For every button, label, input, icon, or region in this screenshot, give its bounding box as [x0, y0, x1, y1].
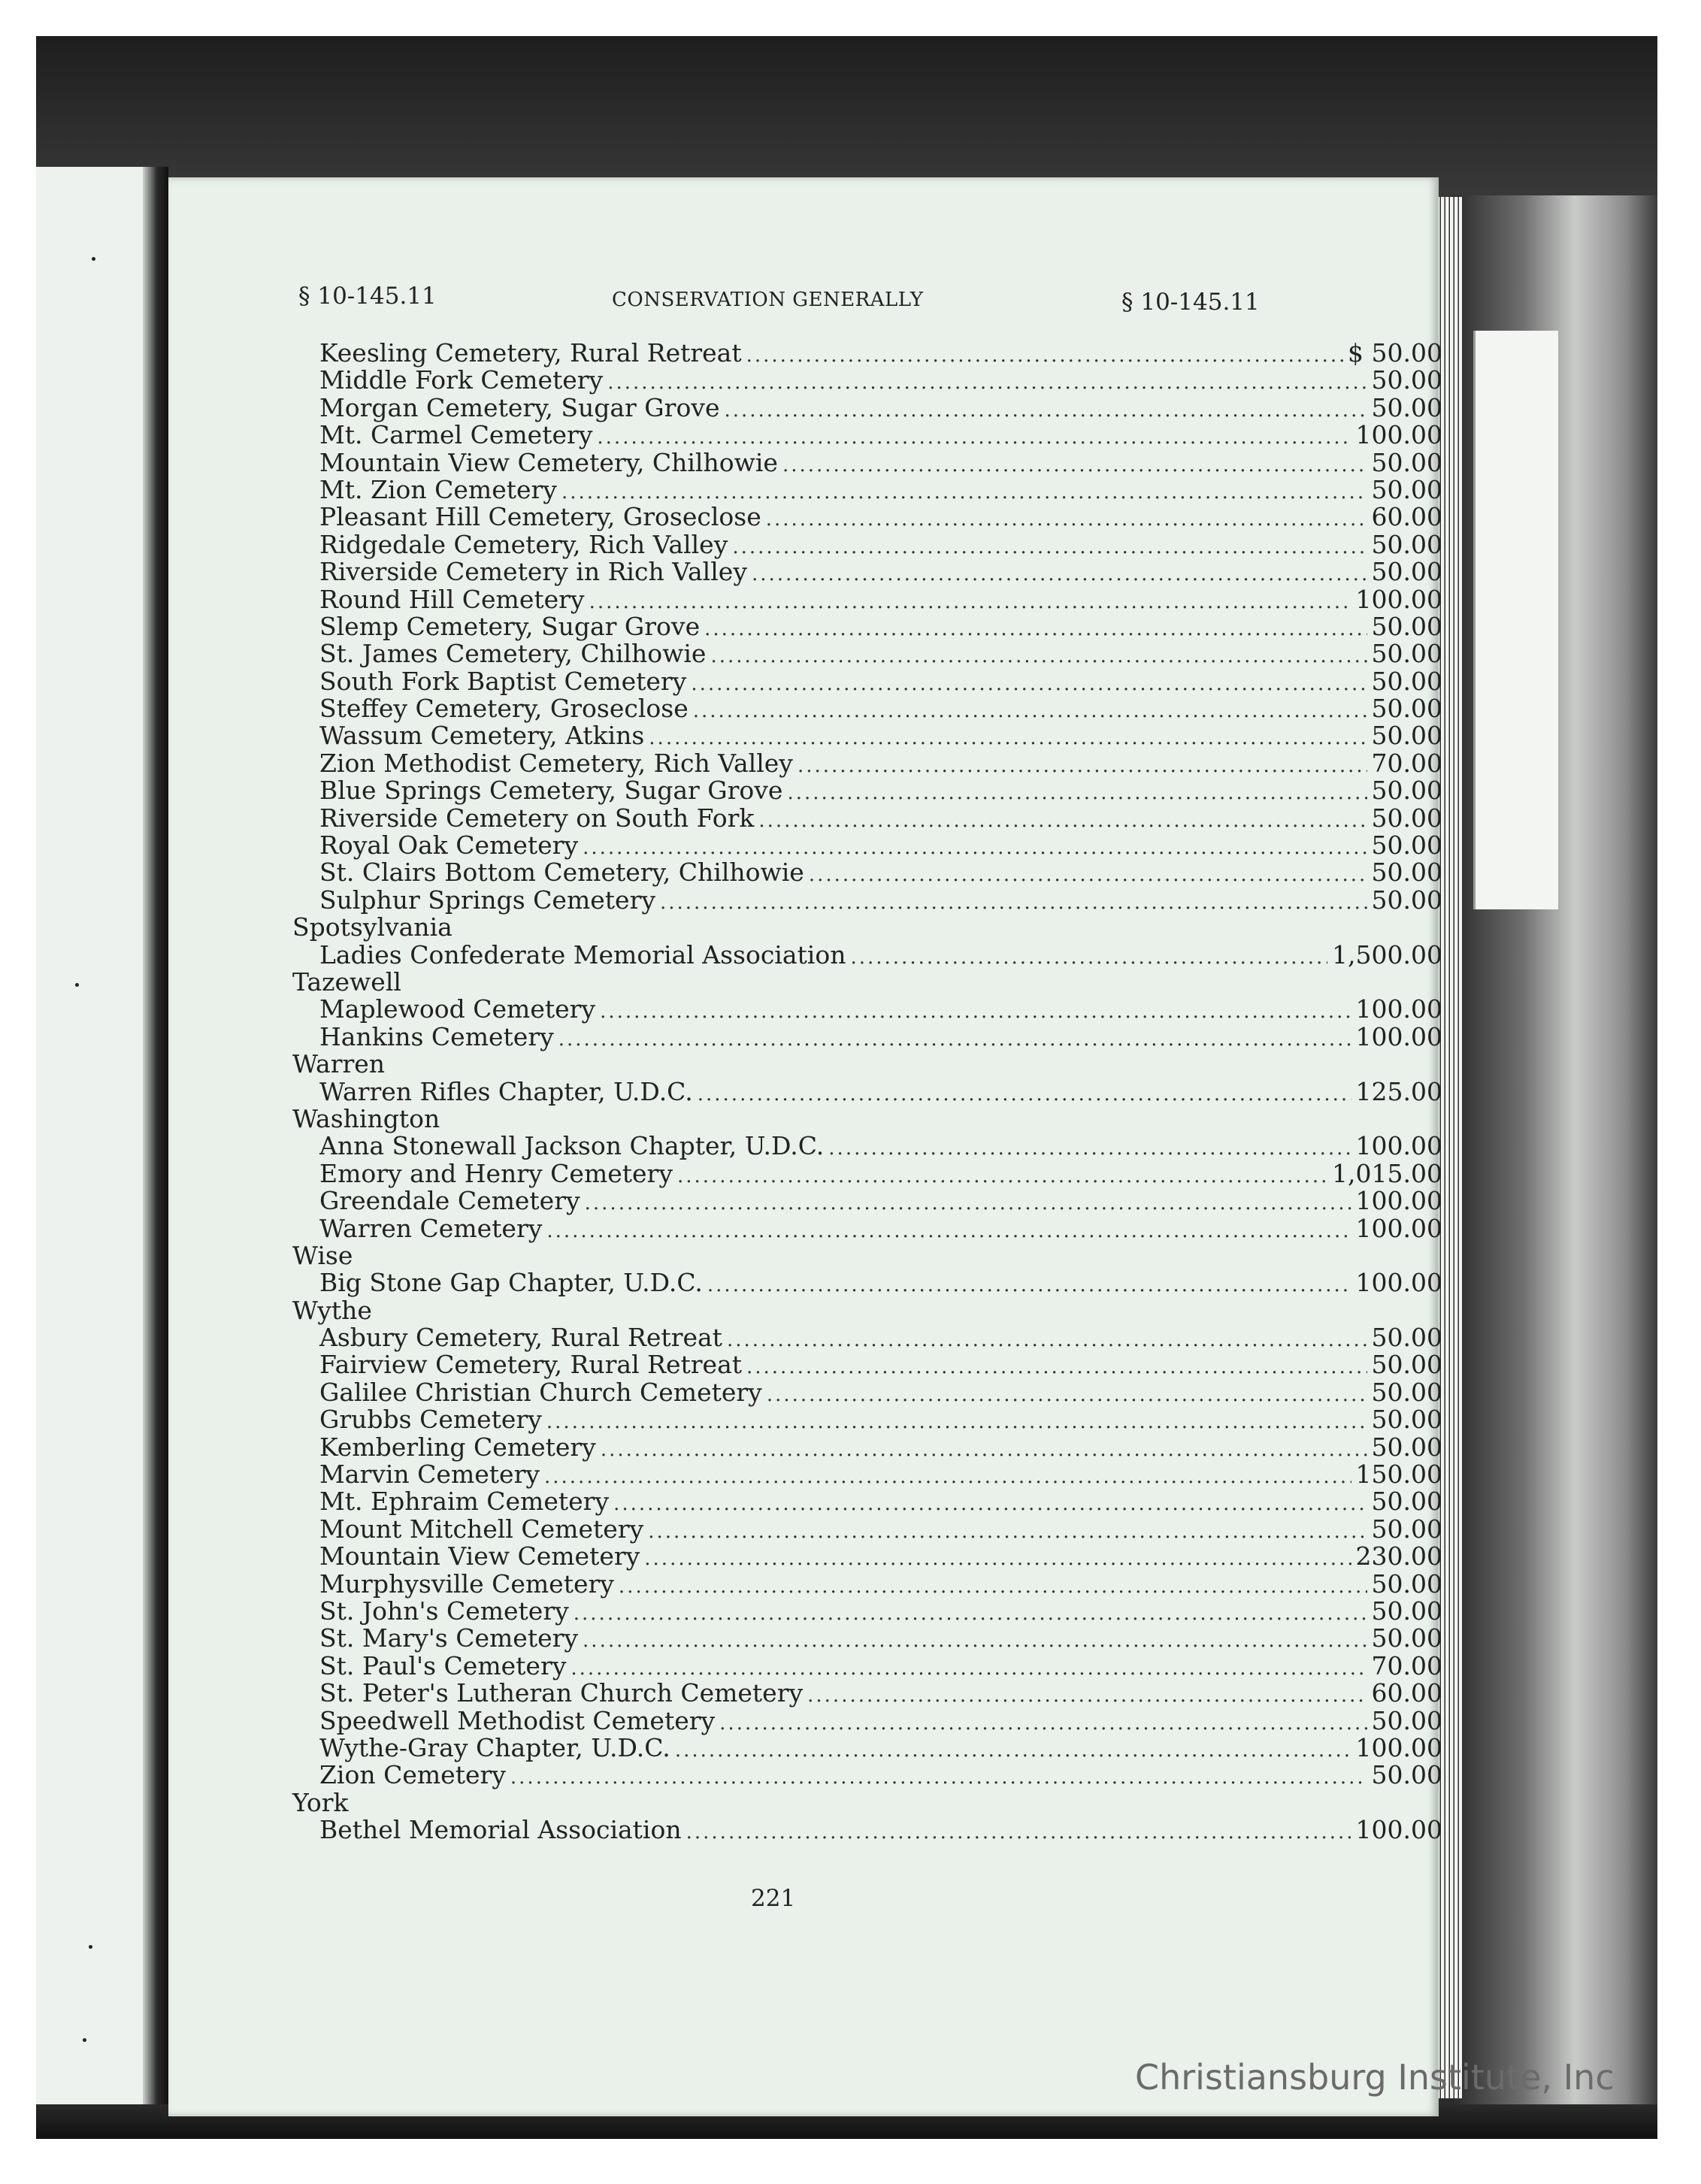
list-item	[292, 1133, 1442, 1160]
entry-amount: 50.00	[1371, 1432, 1442, 1462]
list-item	[292, 1816, 1442, 1844]
entry-amount: 50.00	[1371, 1623, 1442, 1653]
list-item	[292, 1461, 1442, 1488]
list-item	[292, 1543, 1442, 1570]
entry-amount: 50.00	[1371, 474, 1442, 504]
list-item	[292, 1625, 1442, 1652]
dot-leader	[732, 534, 1367, 561]
entry-amount: 100.00	[1355, 1268, 1442, 1298]
header-section-right: § 10-145.11	[1121, 289, 1260, 316]
dot-leader	[510, 1764, 1367, 1791]
entry-name: Keesling Cemetery, Rural Retreat	[319, 338, 742, 368]
list-item	[292, 777, 1442, 804]
entry-name: Hankins Cemetery	[319, 1021, 554, 1051]
list-item	[292, 340, 1442, 367]
entry-name: Greendale Cemetery	[319, 1186, 580, 1216]
list-item	[292, 613, 1442, 640]
dot-leader	[727, 1326, 1367, 1354]
list-item	[292, 531, 1442, 558]
entry-name: Steffey Cemetery, Groseclose	[319, 694, 689, 724]
dot-leader	[585, 1190, 1351, 1217]
dot-leader	[766, 506, 1367, 533]
dot-leader	[589, 588, 1351, 616]
entry-amount: 50.00	[1371, 1514, 1442, 1544]
entry-name: Mountain View Cemetery	[319, 1541, 640, 1571]
watermark: Christiansburg Institute, Inc	[1135, 2057, 1615, 2098]
entry-name: Kemberling Cemetery	[319, 1432, 596, 1462]
header-title: CONSERVATION GENERALLY	[612, 289, 924, 311]
county-name: York	[292, 1787, 349, 1817]
dot-leader	[544, 1463, 1351, 1490]
entry-name: St. Clairs Bottom Cemetery, Chilhowie	[319, 858, 804, 888]
list-item	[292, 1762, 1442, 1789]
entry-amount: 50.00	[1371, 666, 1442, 696]
dot-leader	[601, 1436, 1367, 1463]
entry-name: Pleasant Hill Cemetery, Groseclose	[319, 502, 761, 532]
entry-amount: 70.00	[1371, 1650, 1442, 1680]
entry-amount: 100.00	[1355, 994, 1442, 1024]
list-item	[292, 859, 1442, 886]
entry-amount: 100.00	[1355, 1186, 1442, 1216]
list-item	[292, 1160, 1442, 1187]
list-item	[292, 1568, 1442, 1599]
entry-amount: 50.00	[1371, 830, 1442, 861]
list-item	[292, 1187, 1442, 1215]
entry-amount: 50.00	[1371, 1760, 1442, 1790]
entry-amount: 70.00	[1371, 748, 1442, 778]
dot-leader	[613, 1490, 1367, 1517]
county-heading	[292, 1789, 1442, 1816]
entry-name: St. James Cemetery, Chilhowie	[319, 639, 707, 669]
county-heading	[292, 914, 1442, 941]
entry-name: Zion Methodist Cemetery, Rich Valley	[319, 748, 793, 778]
entry-name: Mt. Ephraim Cemetery	[319, 1487, 610, 1517]
entry-amount: 50.00	[1371, 721, 1442, 751]
list-item	[292, 750, 1442, 777]
speck-mark	[83, 2038, 86, 2042]
entry-amount: 50.00	[1371, 529, 1442, 559]
list-item	[292, 805, 1442, 832]
speck-mark	[75, 983, 79, 987]
list-item	[292, 668, 1442, 695]
dot-leader	[597, 424, 1351, 451]
list-item	[292, 640, 1442, 667]
entry-amount: 50.00	[1371, 1705, 1442, 1735]
entry-name: Sulphur Springs Cemetery	[319, 885, 655, 915]
book-page	[168, 177, 1442, 2116]
list-item	[292, 1650, 1442, 1680]
county-name: Tazewell	[292, 966, 401, 997]
dot-leader	[828, 1135, 1351, 1162]
list-item	[292, 1488, 1442, 1515]
entry-name: St. Peter's Lutheran Church Cemetery	[319, 1678, 804, 1708]
entry-name: Mt. Zion Cemetery	[319, 474, 557, 504]
dot-leader	[648, 1518, 1367, 1545]
entry-name: Slemp Cemetery, Sugar Grove	[319, 611, 701, 641]
entry-name: Round Hill Cemetery	[319, 584, 585, 614]
header-section-left: § 10-145.11	[298, 283, 437, 310]
county-heading	[292, 1103, 1442, 1133]
county-name: Wise	[292, 1240, 353, 1270]
entry-amount: 50.00	[1371, 1377, 1442, 1407]
entry-amount: 100.00	[1355, 1732, 1442, 1762]
entry-name: Bethel Memorial Association	[319, 1815, 682, 1845]
list-item	[292, 1269, 1442, 1296]
entry-name: Mount Mitchell Cemetery	[319, 1514, 644, 1544]
entry-name: Asbury Cemetery, Rural Retreat	[319, 1323, 722, 1353]
entry-amount: 100.00	[1355, 420, 1442, 450]
entry-amount: 100.00	[1355, 1213, 1442, 1243]
dot-leader	[677, 1163, 1327, 1190]
entry-name: Morgan Cemetery, Sugar Grove	[319, 392, 720, 422]
county-heading	[292, 1297, 1442, 1324]
list-item	[292, 392, 1442, 422]
entry-name: Ladies Confederate Memorial Association	[319, 939, 846, 969]
list-item	[292, 1434, 1442, 1461]
list-item	[292, 1324, 1442, 1351]
entry-amount: 100.00	[1355, 1021, 1442, 1051]
county-name: Washington	[292, 1103, 440, 1133]
entry-name: Blue Springs Cemetery, Sugar Grove	[319, 776, 783, 806]
list-item	[292, 422, 1442, 449]
entry-name: Grubbs Cemetery	[319, 1405, 542, 1435]
list-item	[292, 449, 1442, 476]
list-item	[292, 1215, 1442, 1242]
dot-leader	[746, 342, 1343, 369]
entry-amount: 50.00	[1371, 1487, 1442, 1517]
entry-amount: 100.00	[1355, 584, 1442, 614]
dot-leader	[675, 1737, 1351, 1764]
county-heading	[292, 966, 1442, 997]
entry-amount: 60.00	[1371, 502, 1442, 532]
dot-leader	[619, 1573, 1367, 1600]
county-name: Spotsylvania	[292, 912, 452, 942]
list-item	[292, 1351, 1442, 1378]
entry-name: Royal Oak Cemetery	[319, 830, 579, 861]
entry-amount: 50.00	[1371, 639, 1442, 669]
dot-leader	[758, 807, 1367, 834]
entry-amount: 50.00	[1371, 1323, 1442, 1353]
entry-amount: 50.00	[1371, 1350, 1442, 1380]
dot-leader	[850, 944, 1327, 971]
list-item	[292, 832, 1442, 859]
dot-leader	[660, 889, 1367, 916]
entry-amount: 100.00	[1355, 1815, 1442, 1845]
bookmark-strip	[1473, 331, 1558, 909]
dot-leader	[558, 1026, 1351, 1053]
dot-leader	[693, 697, 1367, 724]
list-item	[292, 367, 1442, 394]
list-item	[292, 939, 1442, 969]
list-item	[292, 695, 1442, 722]
list-item	[292, 504, 1442, 531]
dot-leader	[798, 752, 1367, 779]
page-number: 221	[751, 1885, 796, 1912]
entry-name: St. Mary's Cemetery	[319, 1623, 579, 1653]
entry-name: Marvin Cemetery	[319, 1460, 540, 1490]
book-binding	[143, 167, 168, 2121]
list-item	[292, 996, 1442, 1023]
dot-leader	[787, 779, 1367, 806]
entry-name: Wassum Cemetery, Atkins	[319, 721, 645, 751]
entry-name: Riverside Cemetery on South Fork	[319, 803, 755, 833]
entry-amount: 1,500.00	[1332, 939, 1442, 969]
list-item	[292, 1598, 1442, 1625]
dot-leader	[607, 369, 1367, 396]
entry-amount: 1,015.00	[1332, 1158, 1442, 1188]
entry-amount: $ 50.00	[1348, 338, 1442, 368]
list-item	[292, 1705, 1442, 1735]
entry-name: Zion Cemetery	[319, 1760, 506, 1790]
speck-mark	[92, 257, 95, 261]
entry-amount: 50.00	[1371, 1596, 1442, 1626]
entry-name: Warren Cemetery	[319, 1213, 543, 1243]
dot-leader	[752, 561, 1367, 588]
dot-leader	[691, 670, 1367, 697]
entry-name: Emory and Henry Cemetery	[319, 1158, 673, 1188]
dot-leader	[644, 1545, 1351, 1572]
entry-name: Speedwell Methodist Cemetery	[319, 1705, 716, 1735]
entry-amount: 50.00	[1371, 611, 1442, 641]
list-item	[292, 887, 1442, 914]
county-heading	[292, 1242, 1442, 1269]
dot-leader	[546, 1408, 1367, 1435]
dot-leader	[583, 1627, 1367, 1654]
entry-name: Middle Fork Cemetery	[319, 365, 604, 395]
entry-name: Anna Stonewall Jackson Chapter, U.D.C.	[319, 1131, 825, 1161]
entry-amount: 50.00	[1371, 803, 1442, 833]
county-name: Wythe	[292, 1295, 372, 1325]
entry-amount: 50.00	[1371, 1568, 1442, 1599]
list-item	[292, 1680, 1442, 1707]
entry-amount: 50.00	[1371, 392, 1442, 422]
county-name: Warren	[292, 1049, 386, 1079]
entry-amount: 150.00	[1355, 1460, 1442, 1490]
entry-amount: 230.00	[1355, 1541, 1442, 1571]
list-item	[292, 558, 1442, 585]
list-item	[292, 1021, 1442, 1051]
entry-amount: 50.00	[1371, 694, 1442, 724]
dot-leader	[704, 616, 1367, 643]
dot-leader	[767, 1381, 1367, 1408]
entry-amount: 60.00	[1371, 1678, 1442, 1708]
dot-leader	[686, 1819, 1351, 1846]
entry-name: Murphysville Cemetery	[319, 1568, 614, 1599]
dot-leader	[719, 1710, 1367, 1737]
appropriation-list	[292, 340, 1442, 1844]
entry-amount: 100.00	[1355, 1131, 1442, 1161]
list-item	[292, 1516, 1442, 1543]
entry-name: Mt. Carmel Cemetery	[319, 420, 593, 450]
dot-leader	[698, 1081, 1351, 1108]
dot-leader	[546, 1218, 1351, 1245]
entry-amount: 50.00	[1371, 776, 1442, 806]
entry-amount: 50.00	[1371, 365, 1442, 395]
list-item	[292, 1379, 1442, 1406]
dot-leader	[724, 397, 1367, 424]
entry-amount: 50.00	[1371, 858, 1442, 888]
list-item	[292, 476, 1442, 504]
entry-name: Warren Rifles Chapter, U.D.C.	[319, 1076, 693, 1106]
list-item	[292, 586, 1442, 613]
entry-amount: 50.00	[1371, 557, 1442, 587]
entry-name: Galilee Christian Church Cemetery	[319, 1377, 762, 1407]
dot-leader	[782, 452, 1367, 479]
list-item	[292, 1078, 1442, 1106]
entry-name: St. John's Cemetery	[319, 1596, 569, 1626]
entry-name: Big Stone Gap Chapter, U.D.C.	[319, 1268, 703, 1298]
list-item	[292, 722, 1442, 749]
dot-leader	[574, 1600, 1367, 1627]
entry-name: Maplewood Cemetery	[319, 994, 596, 1024]
entry-name: Fairview Cemetery, Rural Retreat	[319, 1350, 742, 1380]
entry-amount: 50.00	[1371, 885, 1442, 915]
entry-amount: 50.00	[1371, 447, 1442, 477]
list-item	[292, 1406, 1442, 1433]
dot-leader	[600, 998, 1351, 1025]
list-item	[292, 1732, 1442, 1762]
dot-leader	[710, 643, 1367, 670]
entry-name: Wythe-Gray Chapter, U.D.C.	[319, 1732, 670, 1762]
dot-leader	[746, 1354, 1367, 1381]
dot-leader	[707, 1272, 1351, 1299]
county-heading	[292, 1051, 1442, 1078]
entry-name: South Fork Baptist Cemetery	[319, 666, 687, 696]
entry-name: St. Paul's Cemetery	[319, 1650, 567, 1680]
entry-name: Riverside Cemetery in Rich Valley	[319, 557, 747, 587]
dot-leader	[807, 1682, 1367, 1709]
entry-name: Ridgedale Cemetery, Rich Valley	[319, 529, 728, 559]
entry-name: Mountain View Cemetery, Chilhowie	[319, 447, 778, 477]
entry-amount: 50.00	[1371, 1405, 1442, 1435]
entry-amount: 125.00	[1355, 1076, 1442, 1106]
speck-mark	[89, 1945, 92, 1949]
dot-leader	[809, 861, 1367, 888]
